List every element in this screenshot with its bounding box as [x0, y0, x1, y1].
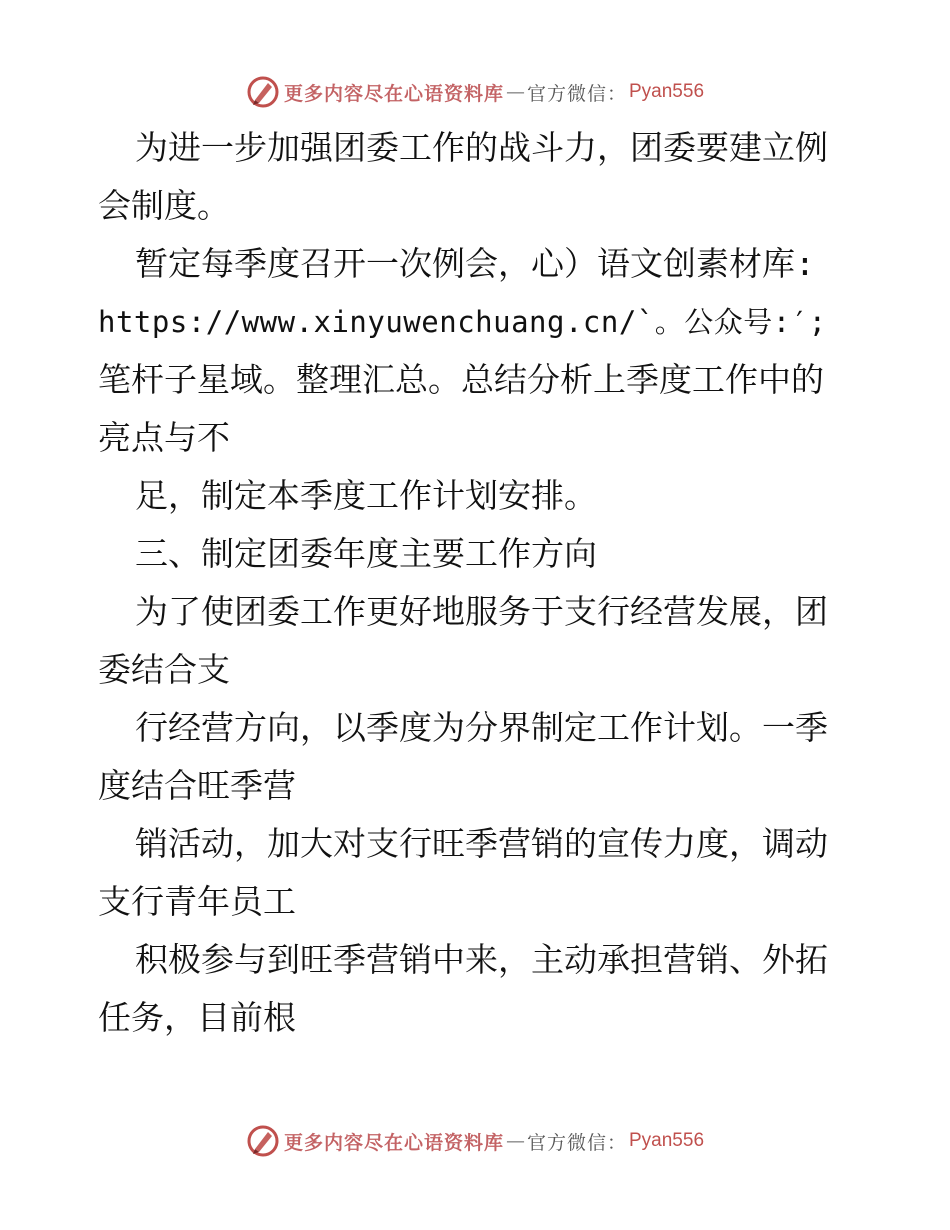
footer-banner [0, 1121, 950, 1161]
body-line: 暂定每季度召开一次例会，心）语文创素材库: [135, 244, 815, 283]
footer-official-label: 官方微信： [526, 1131, 627, 1154]
body-line: 度结合旺季营 [98, 766, 296, 805]
document-body [98, 119, 858, 1047]
body-line: 支行青年员工 [98, 882, 296, 921]
footer-dash: — [505, 1130, 525, 1152]
body-line: 为了使团委工作更好地服务于支行经营发展，团 [135, 592, 828, 631]
header-banner [0, 72, 950, 112]
header-official-label: 官方微信： [526, 82, 627, 105]
body-line: 任务，目前根 [98, 998, 296, 1037]
body-line: 会制度。 [98, 186, 230, 225]
pen-logo-icon [246, 75, 280, 109]
section-heading: 三、制定团委年度主要工作方向 [135, 534, 597, 573]
body-line: 为进一步加强团委工作的战斗力，团委要建立例 [135, 128, 828, 167]
footer-brand-text: 更多内容尽在心语资料库 [283, 1131, 504, 1154]
header-dash: — [505, 81, 525, 103]
pen-logo-icon [246, 1124, 280, 1158]
body-line: 足，制定本季度工作计划安排。 [135, 476, 597, 515]
body-line-url: https://www.xinyuwenchuang.cn/`。公众号:′; [98, 305, 827, 339]
body-line: 亮点与不 [98, 418, 230, 457]
body-line: 委结合支 [98, 650, 230, 689]
body-line: 积极参与到旺季营销中来，主动承担营销、外拓 [135, 940, 828, 979]
body-line: 笔杆子星域。整理汇总。总结分析上季度工作中的 [98, 360, 824, 399]
header-brand-text: 更多内容尽在心语资料库 [283, 82, 504, 105]
body-line: 销活动，加大对支行旺季营销的宣传力度，调动 [135, 824, 828, 863]
header-wechat-id: Pyan556 [629, 81, 705, 102]
footer-wechat-id: Pyan556 [629, 1130, 705, 1151]
body-line: 行经营方向，以季度为分界制定工作计划。一季 [135, 708, 828, 747]
